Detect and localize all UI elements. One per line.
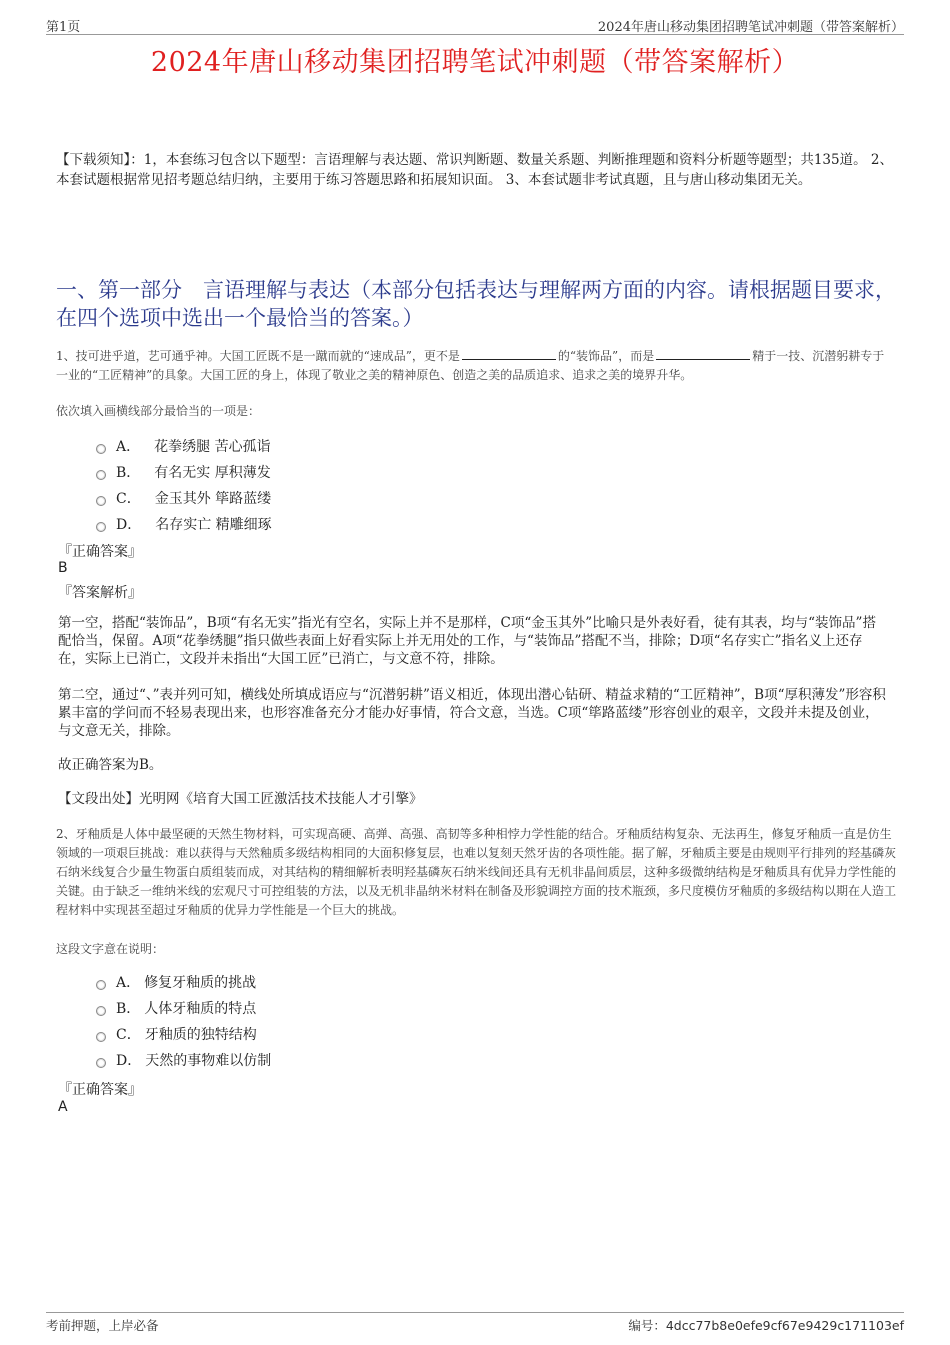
analysis-label: 『答案解析』 xyxy=(58,585,142,601)
download-notice: 【下载须知】：1，本套练习包含以下题型：言语理解与表达题、常识判断题、数量关系题、判断推理题和资料分析题等题型；共135道。 2、本套试题根据常见招考题总结归纳，主要用于练习答题思路和拓展知识面。 3、本套试题非考试真题，且与唐山移动集团无关。 xyxy=(56,152,893,188)
radio-icon[interactable] xyxy=(96,1006,106,1016)
radio-icon[interactable] xyxy=(96,1032,106,1042)
question-1-text-c: 精于一技、沉潜躬耕专于一业的“工匠精神”的具象。大国工匠的身上，体现了敬业之美的精神原色、创造之美的品质追求、追求之美的境界升华。 xyxy=(56,349,885,382)
question-1-stem xyxy=(56,347,896,385)
option-c[interactable]: C． 牙釉质的独特结构 xyxy=(96,1021,271,1047)
fill-blank-2 xyxy=(656,347,750,360)
option-c[interactable]: C． 金玉其外 筚路蓝缕 xyxy=(96,485,272,511)
option-b[interactable]: B． 人体牙釉质的特点 xyxy=(96,995,271,1021)
question-1-prompt: 依次填入画横线部分最恰当的一项是： xyxy=(56,404,261,418)
radio-icon[interactable] xyxy=(96,1058,106,1068)
footer-code xyxy=(628,1316,904,1334)
footer-slogan: 考前押题，上岸必备 xyxy=(46,1318,159,1333)
question-2-prompt: 这段文字意在说明： xyxy=(56,942,165,956)
question-1-text-b: 的“装饰品”，而是 xyxy=(557,349,655,363)
radio-icon[interactable] xyxy=(96,522,106,532)
analysis-paragraph-2: 第二空，通过“、”表并列可知，横线处所填成语应与“沉潜躬耕”语义相近，体现出潜心钻研、精益求精的“工匠精神”，B项“厚积薄发”形容积累丰富的学问而不轻易表现出来，也形容准备充分才能办好事情，符合文意，当选。C项“筚路蓝缕”形容创业的艰辛，文段并未提及创业，与文意无关，排除。 xyxy=(58,687,886,739)
answer-label: 『正确答案』 xyxy=(58,1082,142,1098)
question-2-stem: 2、牙釉质是人体中最坚硬的天然生物材料，可实现高硬、高弹、高强、高韧等多种相悖力学性能的结合。牙釉质结构复杂、无法再生，修复牙釉质一直是仿生领域的一项艰巨挑战：难以获得与天然釉质多级结构相同的大面积修复层，也难以复刻天然牙齿的各项性能。据了解，牙釉质主要是由规则平行排列的羟基磷灰石纳米线复合少量生物蛋白质组装而成，对其结构的精细解析表明羟基磷灰石纳米线间还具有无机非晶间质层，这种多级微纳结构是牙釉质具有优异力学性能的关键。由于缺乏一维纳米线的宏观尺寸可控组装的方法，以及无机非晶纳米材料在制备及形貌调控方面的技术瓶颈，多尺度模仿牙釉质的多级结构以期在人造工程材料中实现甚至超过牙釉质的优异力学性能是一个巨大的挑战。 xyxy=(56,827,897,917)
radio-icon[interactable] xyxy=(96,444,106,454)
option-d[interactable]: D． 名存实亡 精雕细琢 xyxy=(96,511,272,537)
radio-icon[interactable] xyxy=(96,496,106,506)
footer-code-label: 编号： xyxy=(628,1318,666,1333)
answer-value: A xyxy=(58,1099,68,1115)
option-b[interactable]: B． 有名无实 厚积薄发 xyxy=(96,459,272,485)
analysis-paragraph-3: 故正确答案为B。 xyxy=(58,757,163,773)
page-header xyxy=(46,14,904,35)
answer-label: 『正确答案』 xyxy=(58,544,142,560)
page-number: 第1页 xyxy=(46,20,81,35)
question-1-text-a: 1、技可进乎道，艺可通乎神。大国工匠既不是一蹴而就的“速成品”，更不是 xyxy=(56,349,460,363)
radio-icon[interactable] xyxy=(96,980,106,990)
question-2-options xyxy=(96,969,271,1073)
question-1-options xyxy=(96,433,272,537)
section-title: 一、第一部分 言语理解与表达（本部分包括表达与理解两方面的内容。请根据题目要求，在四个选项中选出一个最恰当的答案。） xyxy=(56,278,896,330)
fill-blank-1 xyxy=(462,347,556,360)
radio-icon[interactable] xyxy=(96,470,106,480)
header-doc-title: 2024年唐山移动集团招聘笔试冲刺题（带答案解析） xyxy=(597,20,904,35)
option-a[interactable]: A． 花拳绣腿 苦心孤诣 xyxy=(96,433,272,459)
footer-code-value: 4dcc77b8e0efe9cf67e9429c171103ef xyxy=(665,1318,904,1333)
option-a[interactable]: A． 修复牙釉质的挑战 xyxy=(96,969,271,995)
option-d[interactable]: D． 天然的事物难以仿制 xyxy=(96,1047,271,1073)
analysis-paragraph-1: 第一空，搭配“装饰品”，B项“有名无实”指光有空名，实际上并不是那样，C项“金玉其外”比喻只是外表好看，徒有其表，均与“装饰品”搭配恰当，保留。A项“花拳绣腿”指只做些表面上好看实际上并无用处的工作，与“装饰品”搭配不当，排除；D项“名存实亡”指名义上还存在，实际上已消亡，文段并未指出“大国工匠”已消亡，与文意不符，排除。 xyxy=(58,615,876,667)
document-title: 2024年唐山移动集团招聘笔试冲刺题（带答案解析） xyxy=(150,47,800,78)
answer-value: B xyxy=(58,560,68,576)
page-footer xyxy=(46,1312,904,1335)
source-citation: 【文段出处】光明网《培育大国工匠激活技术技能人才引擎》 xyxy=(58,791,423,807)
